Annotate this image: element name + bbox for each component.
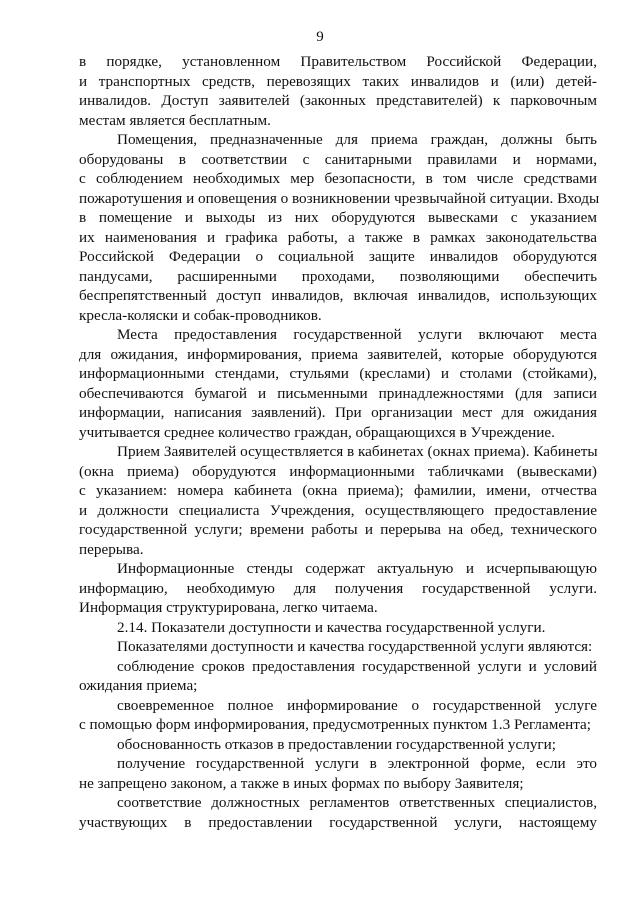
text-line: с помощью форм информирования, предусмотренных пунктом 1.3 Регламента; [79,716,591,733]
text-line: (окна приема) оборудуются информационными табличками (вывесками) [79,462,597,480]
text-line: и транспортных средств, перевозящих таких инвалидов и (или) детей- [79,72,597,90]
text-line: их наименования и графика работы, а также в рамках законодательства [79,228,597,246]
text-line: Информационные стенды содержат актуальную и исчерпывающую [117,560,597,577]
text-line: беспрепятственный доступ инвалидов, включая инвалидов, использующих [79,287,597,304]
text-line: обоснованность отказов в предоставлении государственной услуги; [117,735,557,753]
text-line: оборудованы в соответствии с санитарными правилами и нормами, [79,150,597,168]
text-line: с соблюдением необходимых мер безопасности, в том числе средствами [79,170,597,187]
text-line: 2.14. Показатели доступности и качества государственной услуги. [117,618,546,636]
text-line: в порядке, установленном Правительством Российской Федерации, [79,53,597,70]
text-line: Прием Заявителей осуществляется в кабинетах (окнах приема). Кабинеты [117,443,598,460]
text-line: и должности специалиста Учреждения, осуществляющего предоставление [79,501,597,519]
text-line: соответствие должностных регламентов ответственных специалистов, [117,794,597,811]
text-line: пандусами, расширенными проходами, позволяющими обеспечить [79,267,597,285]
text-line: государственной услуги; времени работы и перерыва на обед, технического [79,521,597,538]
text-line: с указанием: номера кабинета (окна приема); фамилии, имени, отчества [79,482,597,499]
text-line: ожидания приема; [79,677,198,694]
text-line: участвующих в предоставлении государственной услуги, настоящему [79,813,597,831]
page-number: 9 [316,29,324,45]
text-line: для ожидания, информирования, приема заявителей, которые оборудуются [79,345,597,363]
text-line: информационными стендами, стульями (креслами) и столами (стойками), [79,365,597,382]
text-line: в помещение и выходы из них оборудуются вывесками с указанием [79,209,597,226]
text-line: перерыва. [79,540,144,558]
text-line: Показателями доступности и качества государственной услуги являются: [117,638,593,655]
text-line: соблюдение сроков предоставления государственной услуги и условий [117,657,597,675]
text-line: информации, написания заявлений). При организации мест для ожидания [79,404,597,421]
text-line: Помещения, предназначенные для приема граждан, должны быть [117,131,597,148]
text-line: своевременное полное информирование о государственной услуге [117,696,597,714]
text-line: кресла-коляски и собак-проводников. [79,306,322,324]
text-line: информацию, необходимую для получения государственной услуги. [79,579,597,597]
text-line: местам является бесплатным. [79,111,271,129]
text-line: Информация структурирована, легко читаема. [79,599,378,616]
text-line: Российской Федерации о социальной защите инвалидов оборудуются [79,248,597,265]
text-line: учитывается среднее количество граждан, обращающихся в Учреждение. [79,423,555,441]
text-line: Места предоставления государственной услуги включают места [117,326,597,343]
text-line: инвалидов. Доступ заявителей (законных представителей) к парковочным [79,92,597,109]
text-line: не запрещено законом, а также в иных формах по выбору Заявителя; [79,774,524,792]
body-text [79,52,600,832]
text-line: получение государственной услуги в электронной форме, если это [117,755,597,772]
text-line: обеспечиваются бумагой и письменными принадлежностями (для записи [79,384,597,402]
text-line: пожаротушения и оповещения о возникновении чрезвычайной ситуации. Входы [79,189,600,207]
